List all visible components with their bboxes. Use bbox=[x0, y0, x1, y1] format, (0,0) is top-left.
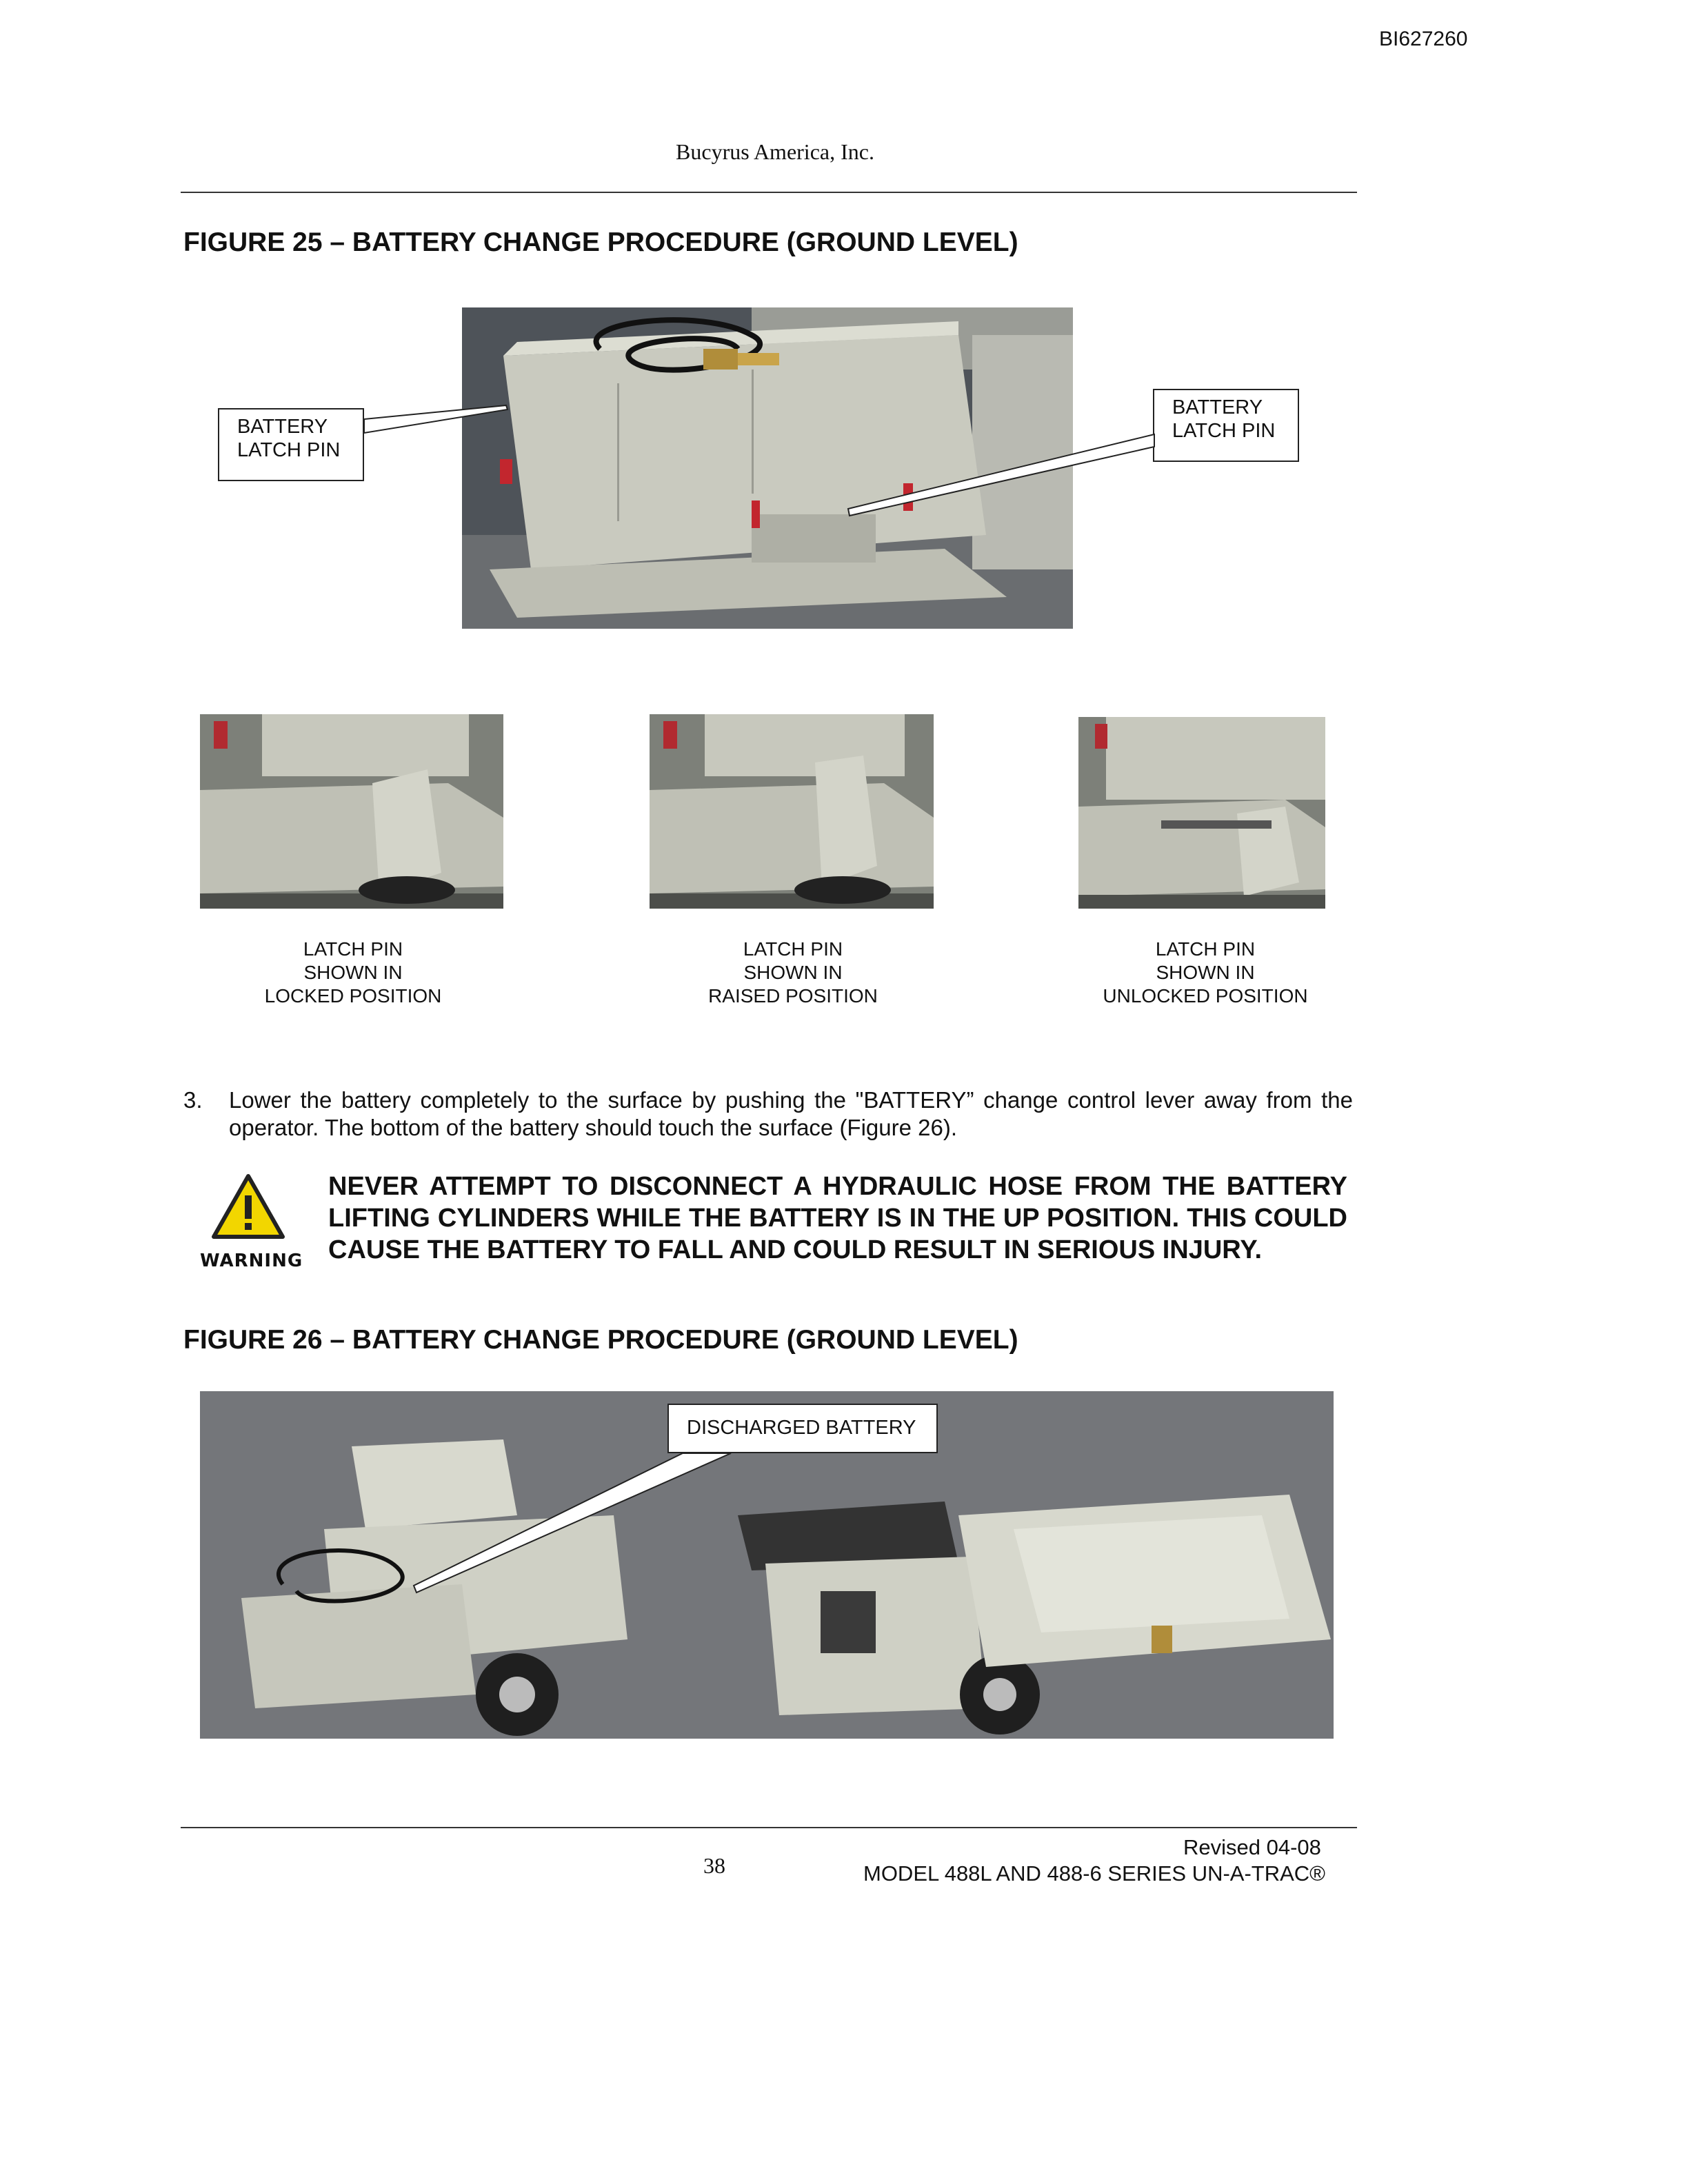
caption-unlocked bbox=[1026, 938, 1385, 1008]
latch-pin-raised-photo bbox=[650, 714, 934, 909]
latch-pin-locked-photo bbox=[200, 714, 503, 909]
caption-line: LATCH PIN bbox=[303, 938, 403, 960]
step-number: 3. bbox=[183, 1087, 203, 1113]
caption-line: SHOWN IN bbox=[1156, 962, 1255, 983]
callout-pointer-right bbox=[841, 427, 1158, 524]
caption-line: SHOWN IN bbox=[303, 962, 403, 983]
latch-pin-unlocked-photo bbox=[1078, 717, 1325, 909]
caption-line: RAISED POSITION bbox=[708, 985, 878, 1007]
model-name: MODEL 488L AND 488-6 SERIES UN-A-TRAC® bbox=[863, 1861, 1326, 1885]
callout-pointer-discharged bbox=[407, 1448, 752, 1599]
caption-line: SHOWN IN bbox=[743, 962, 843, 983]
battery-latch-pin-callout-left bbox=[218, 408, 364, 481]
callout-line: LATCH PIN bbox=[1172, 420, 1276, 442]
header-rule bbox=[181, 192, 1357, 193]
warning-triangle-icon bbox=[210, 1172, 287, 1241]
callout-line: BATTERY bbox=[237, 416, 328, 438]
footer-rule bbox=[181, 1827, 1357, 1828]
callout-line: LATCH PIN bbox=[237, 439, 341, 461]
warning-label: WARNING bbox=[200, 1251, 303, 1271]
caption-line: LATCH PIN bbox=[1155, 938, 1256, 960]
document-id: BI627260 bbox=[1379, 28, 1468, 50]
figure-25-title: FIGURE 25 – BATTERY CHANGE PROCEDURE (GROUND LEVEL) bbox=[183, 228, 1018, 257]
step-3 bbox=[183, 1086, 1353, 1142]
caption-locked bbox=[174, 938, 532, 1008]
caption-line: UNLOCKED POSITION bbox=[1103, 985, 1308, 1007]
figure-26-title: FIGURE 26 – BATTERY CHANGE PROCEDURE (GROUND LEVEL) bbox=[183, 1325, 1018, 1355]
callout-line: BATTERY bbox=[1172, 396, 1263, 418]
warning-text: NEVER ATTEMPT TO DISCONNECT A HYDRAULIC HOSE FROM THE BATTERY LIFTING CYLINDERS WHILE THE BATTERY IS IN THE UP POSITION. THIS COULD CAUSE THE BATTERY TO FALL AND COULD RESULT IN SERIOUS INJURY. bbox=[328, 1172, 1347, 1264]
battery-latch-pin-callout-right bbox=[1153, 389, 1299, 462]
company-header: Bucyrus America, Inc. bbox=[676, 139, 874, 164]
discharged-battery-callout: DISCHARGED BATTERY bbox=[667, 1404, 938, 1453]
step-text: Lower the battery completely to the surface by pushing the "BATTERY” change control lever away from the operator. The bottom of the battery should touch the surface (Figure 26). bbox=[229, 1087, 1353, 1140]
page-number: 38 bbox=[703, 1853, 725, 1878]
caption-line: LOCKED POSITION bbox=[264, 985, 442, 1007]
caption-line: LATCH PIN bbox=[743, 938, 843, 960]
callout-pointer-left bbox=[359, 400, 524, 476]
caption-raised bbox=[614, 938, 972, 1008]
revision-date: Revised 04-08 bbox=[1183, 1835, 1321, 1859]
